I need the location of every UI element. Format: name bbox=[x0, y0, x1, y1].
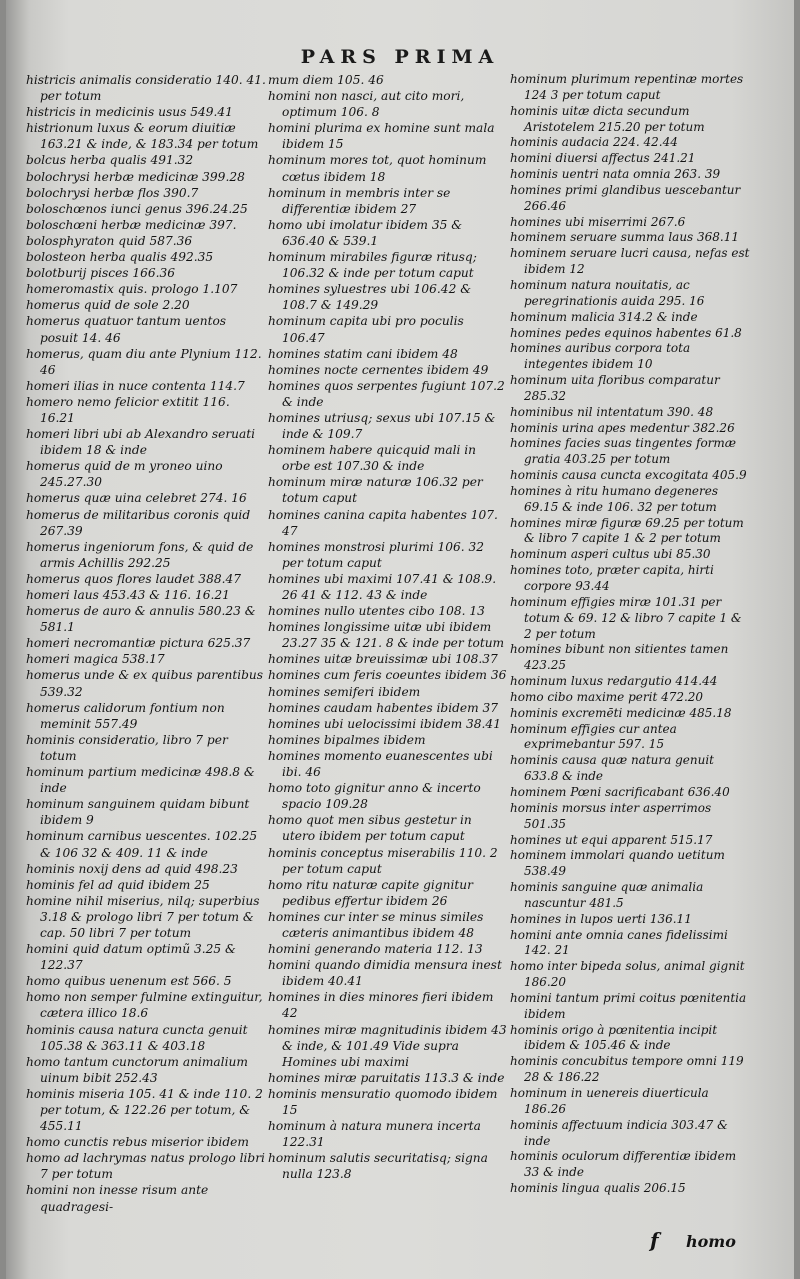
index-entry: homini diuersi affectus 241.21 bbox=[510, 151, 696, 166]
index-entry: homeri necromantiæ pictura 625.37 bbox=[26, 636, 251, 651]
index-entry: hominum à natura munera incerta 122.31 bbox=[268, 1119, 481, 1150]
index-entry: hominis sanguine quæ animalia nascuntur 481.5 bbox=[510, 880, 704, 910]
index-entry: homeromastix quis. prologo 1.107 bbox=[26, 282, 238, 297]
index-entry: hominis causa cuncta excogitata 405.9 bbox=[510, 468, 747, 483]
index-entry: homines miræ figuræ 69.25 per totum & libro 7 capite 1 & 2 per totum bbox=[510, 515, 744, 546]
index-entry: homini generando materia 112. 13 bbox=[268, 942, 483, 957]
index-entry: homerus quid de sole 2.20 bbox=[26, 298, 190, 313]
index-entry: homeri ilias in nuce contenta 114.7 bbox=[26, 378, 245, 393]
index-entry: homo non semper fulmine extinguitur, cæterа illico 18.6 bbox=[26, 990, 263, 1021]
index-entry: hominis consideratio, libro 7 per totum bbox=[26, 732, 228, 763]
index-entry: homines nullo utentes cibo 108. 13 bbox=[268, 604, 485, 619]
index-entry: homini ante omnia canes fidelissimi 142. 21 bbox=[510, 927, 728, 958]
index-entry: homeri laus 453.43 & 116. 16.21 bbox=[26, 588, 230, 602]
index-entry: hominum asperi cultus ubi 85.30 bbox=[510, 547, 711, 562]
index-entry: homo quibus uenenum est 566. 5 bbox=[26, 974, 232, 989]
index-entry: hominis causa natura cuncta genuit 105.38 & 363.11 & 403.18 bbox=[26, 1022, 248, 1053]
index-entry: homerus quatuor tantum uentos posuit 14. 46 bbox=[26, 314, 227, 345]
index-entry: homines nocte cernentes ibidem 49 bbox=[268, 362, 489, 377]
index-entry: histrionum luxus & eorum diuitiæ 163.21 & inde, & 183.34 per totum bbox=[26, 121, 259, 152]
index-entry: homines cum feris coeuntes ibidem 36 bbox=[268, 668, 507, 683]
index-entry: hominis uitæ dicta secundum Aristotelem 215.20 per totum bbox=[510, 103, 705, 134]
index-entry: hominis miseria 105. 41 & inde 110. 2 per totum, & 122.26 per totum, & 455.11 bbox=[26, 1086, 263, 1134]
index-entry: homines semiferi ibidem bbox=[268, 684, 421, 699]
index-entry: homines ut equi apparent 515.17 bbox=[510, 832, 713, 847]
index-entry: hominum partium medicinæ 498.8 & inde bbox=[26, 765, 255, 796]
index-entry: hominibus nil intentatum 390. 48 bbox=[510, 404, 714, 419]
index-entry: homero nemo felicior extitit 116. 16.21 bbox=[26, 394, 230, 425]
index-entry: hominis conceptus miserabilis 110. 2 per totum caput bbox=[268, 845, 498, 876]
index-entry: hominis urina apes medentur 382.26 bbox=[510, 420, 735, 435]
index-entry: homines miræ paruitatis 113.3 & inde bbox=[268, 1070, 505, 1085]
index-entry: bolosphyraton quid 587.36 bbox=[26, 233, 193, 248]
index-entry: boloschœni herbæ medicinæ 397. bbox=[26, 217, 237, 232]
index-entry: hominum in membris inter se differentiæ ibidem 27 bbox=[268, 185, 451, 216]
index-entry: homo ad lachrymas natus prologo libri 7 per totum bbox=[26, 1151, 265, 1182]
index-entry: homines ubi maximi 107.41 & 108.9. 26 41 & 112. 43 & inde bbox=[268, 571, 497, 602]
signature-mark: f bbox=[650, 1228, 659, 1252]
index-entry: hominem seruare summa laus 368.11 bbox=[510, 230, 740, 245]
index-entry: bolotburij pisces 166.36 bbox=[26, 266, 176, 281]
index-entry: homeri libri ubi ab Alexandro seruati ibidem 18 & inde bbox=[26, 427, 256, 458]
index-entry: homo ubi imolatur ibidem 35 & 636.40 & 539.1 bbox=[268, 217, 463, 248]
index-entry: hominum natura nouitatis, ac peregrinationis auida 295. 16 bbox=[510, 277, 705, 308]
index-entry: homerus de militaribus coronis quid 267.39 bbox=[26, 507, 251, 538]
index-entry: hominis mensuratio quomodo ibidem 15 bbox=[268, 1086, 498, 1117]
index-entry: mum diem 105. 46 bbox=[268, 73, 384, 87]
index-column-2 bbox=[268, 72, 508, 1182]
index-entry: homines miræ magnitudinis ibidem 43 & inde, & 101.49 Vide supra Homines ubi maximi bbox=[268, 1022, 507, 1069]
index-entry: homo cibo maxime perit 472.20 bbox=[510, 689, 704, 704]
index-entry: hominum mirabiles figuræ ritusq; 106.32 & inde per totum caput bbox=[268, 250, 477, 281]
index-entry: hominum sanguinem quidam bibunt ibidem 9 bbox=[26, 797, 250, 828]
index-entry: homines bibunt non sitientes tamen 423.25 bbox=[510, 642, 729, 673]
index-entry: homini quid datum optimũ 3.25 & 122.37 bbox=[26, 942, 236, 973]
index-entry: homines utriusq; sexus ubi 107.15 & inde & 109.7 bbox=[268, 410, 496, 442]
index-entry: hominem immolari quando uetitum 538.49 bbox=[510, 848, 725, 879]
index-entry: hominum effigies miræ 101.31 per totum & 69. 12 & libro 7 capite 1 & 2 per totum bbox=[510, 594, 742, 641]
index-entry: histricis animalis consideratio 140. 41. per totum bbox=[26, 73, 266, 104]
index-entry: boloschœnos iunci genus 396.24.25 bbox=[26, 201, 248, 216]
index-entry: homines facies suas tingentes formæ gratia 403.25 per totum bbox=[510, 436, 737, 467]
index-entry: hominis causa quæ natura genuit 633.8 & inde bbox=[510, 753, 714, 784]
index-entry: homines syluestres ubi 106.42 & 108.7 & 149.29 bbox=[268, 282, 472, 313]
index-entry: homerus, quam diu ante Plynium 112. 46 bbox=[26, 346, 262, 377]
index-entry: hominis lingua qualis 206.15 bbox=[510, 1181, 686, 1196]
index-entry: hominis noxij dens ad quid 498.23 bbox=[26, 861, 238, 876]
index-entry: hominum miræ naturæ 106.32 per totum caput bbox=[268, 475, 483, 506]
index-entry: homines bipalmes ibidem bbox=[268, 732, 426, 747]
index-entry: homines statim cani ibidem 48 bbox=[268, 346, 458, 361]
index-entry: homines à ritu humano degeneres 69.15 & inde 106. 32 per totum bbox=[510, 483, 719, 514]
index-entry: homines caudam habentes ibidem 37 bbox=[268, 700, 499, 715]
index-entry: homines uitæ breuissimæ ubi 108.37 bbox=[268, 652, 498, 667]
index-entry: homo cunctis rebus miserior ibidem bbox=[26, 1135, 249, 1150]
index-entry: homerus quos flores laudet 388.47 bbox=[26, 571, 241, 586]
index-entry: bolcus herba qualis 491.32 bbox=[26, 153, 194, 168]
index-entry: hominum salutis securitatisq; signa nulla 123.8 bbox=[268, 1151, 488, 1182]
index-entry: homines ubi miserrimi 267.6 bbox=[510, 214, 686, 229]
index-entry: homerus de auro & annulis 580.23 & 581.1 bbox=[26, 604, 256, 635]
index-entry: hominem seruare lucri causa, nefas est ibidem 12 bbox=[510, 246, 750, 277]
index-column-1 bbox=[26, 72, 266, 1215]
index-entry: hominem Pœni sacrificabant 636.40 bbox=[510, 784, 730, 799]
index-entry: homines monstrosi plurimi 106. 32 per totum caput bbox=[268, 539, 485, 570]
index-entry: homo ritu naturæ capite gignitur pedibus effertur ibidem 26 bbox=[268, 877, 473, 908]
index-entry: hominum uita floribus comparatur 285.32 bbox=[510, 373, 720, 403]
index-entry: homini quando dimidia mensura inest ibidem 40.41 bbox=[268, 958, 502, 989]
index-entry: hominis concubitus tempore omni 119 28 & 186.22 bbox=[510, 1054, 744, 1085]
index-entry: bolochrysi herbæ medicinæ 399.28 bbox=[26, 169, 245, 184]
index-entry: homerus quæ uina celebret 274. 16 bbox=[26, 491, 247, 506]
index-entry: homerus ingeniorum fons, & quid de armis Achillis 292.25 bbox=[26, 539, 254, 570]
index-entry: homo toto gignitur anno & incerto spacio 109.28 bbox=[268, 781, 481, 812]
index-entry: histricis in medicinis usus 549.41 bbox=[26, 105, 233, 120]
index-entry: hominis uentri nata omnia 263. 39 bbox=[510, 167, 721, 182]
index-entry: homines primi glandibus uescebantur 266.46 bbox=[510, 182, 741, 213]
index-entry: homines in lupos uerti 136.11 bbox=[510, 911, 692, 926]
index-entry: homines ubi uelocissimi ibidem 38.41 bbox=[268, 716, 501, 731]
index-entry: homeri magica 538.17 bbox=[26, 652, 165, 667]
index-entry: hominum carnibus uescentes. 102.25 & 106 32 & 409. 11 & inde bbox=[26, 829, 258, 860]
index-entry: homines momento euanescentes ubi ibi. 46 bbox=[268, 748, 493, 780]
index-entry: homerus calidorum fontium non meminit 557.49 bbox=[26, 700, 225, 731]
index-entry: homerus unde & ex quibus parentibus 539.32 bbox=[26, 668, 264, 699]
index-entry: homini non inesse risum ante quadragesi- bbox=[26, 1183, 209, 1214]
index-entry: homines longissime uitæ ubi ibidem 23.27 35 & 121. 8 & inde per totum bbox=[268, 620, 505, 651]
catchword: homo bbox=[686, 1232, 736, 1251]
index-entry: homerus quid de m yroneo uino 245.27.30 bbox=[26, 459, 223, 490]
index-entry: homines in dies minores fieri ibidem 42 bbox=[268, 990, 494, 1021]
index-entry: hominum mores tot, quot hominum cœtus ibidem 18 bbox=[268, 153, 487, 184]
book-page bbox=[6, 0, 794, 1279]
index-entry: hominis excremēti medicinæ 485.18 bbox=[510, 705, 732, 720]
index-entry: homines pedes equinos habentes 61.8 bbox=[510, 325, 742, 340]
index-entry: homo quot men sibus gestetur in utero ibidem per totum caput bbox=[268, 813, 472, 844]
index-entry: homo inter bipeda solus, animal gignit 186.20 bbox=[510, 959, 745, 990]
index-entry: homines canina capita habentes 107. 47 bbox=[268, 507, 498, 538]
index-entry: hominum effigies cur antea exprimebantur 597. 15 bbox=[510, 721, 677, 752]
index-entry: hominis fel ad quid ibidem 25 bbox=[26, 877, 210, 892]
index-entry: hominum luxus redargutio 414.44 bbox=[510, 674, 718, 689]
index-entry: homini plurima ex homine sunt mala ibidem 15 bbox=[268, 121, 495, 152]
index-entry: hominum plurimum repentinæ mortes 124 3 per totum caput bbox=[510, 72, 744, 102]
index-entry: hominis morsus inter asperrimos 501.35 bbox=[510, 800, 712, 831]
index-entry: homini non nasci, aut cito mori, optimum 106. 8 bbox=[268, 89, 465, 120]
index-column-3 bbox=[510, 72, 750, 1197]
index-entry: homines toto, præter capita, hirti corpore 93.44 bbox=[510, 563, 714, 593]
index-entry: homine nihil miserius, nilq; superbius 3.18 & prologo libri 7 per totum & cap. 50 libri 7 per totum bbox=[26, 893, 260, 940]
index-entry: hominum capita ubi pro poculis 106.47 bbox=[268, 314, 464, 345]
index-entry: homines cur inter se minus similes cæteris animantibus ibidem 48 bbox=[268, 909, 484, 940]
index-entry: hominis oculorum differentiæ ibidem 33 & inde bbox=[510, 1149, 737, 1180]
index-entry: hominis audacia 224. 42.44 bbox=[510, 135, 678, 150]
running-header: PARS PRIMA bbox=[300, 46, 500, 68]
index-entry: hominem habere quicquid mali in orbe est 107.30 & inde bbox=[268, 443, 477, 474]
index-entry: hominis affectuum indicia 303.47 & inde bbox=[510, 1117, 728, 1148]
index-entry: bolosteon herba qualis 492.35 bbox=[26, 250, 214, 265]
index-entry: homini tantum primi coitus pœnitentia ibidem bbox=[510, 990, 747, 1021]
index-entry: homo tantum cunctorum animalium uinum bibit 252.43 bbox=[26, 1054, 248, 1085]
index-entry: homines auribus corpora tota integentes ibidem 10 bbox=[510, 341, 691, 372]
index-entry: bolochrysi herbæ flos 390.7 bbox=[26, 185, 199, 200]
index-entry: hominum malicia 314.2 & inde bbox=[510, 309, 698, 324]
index-entry: hominis origo à pœnitentia incipit ibidem & 105.46 & inde bbox=[510, 1022, 718, 1053]
index-entry: homines quos serpentes fugiunt 107.2 & inde bbox=[268, 378, 505, 409]
index-entry: hominum in uenereis diuerticula 186.26 bbox=[510, 1086, 709, 1116]
